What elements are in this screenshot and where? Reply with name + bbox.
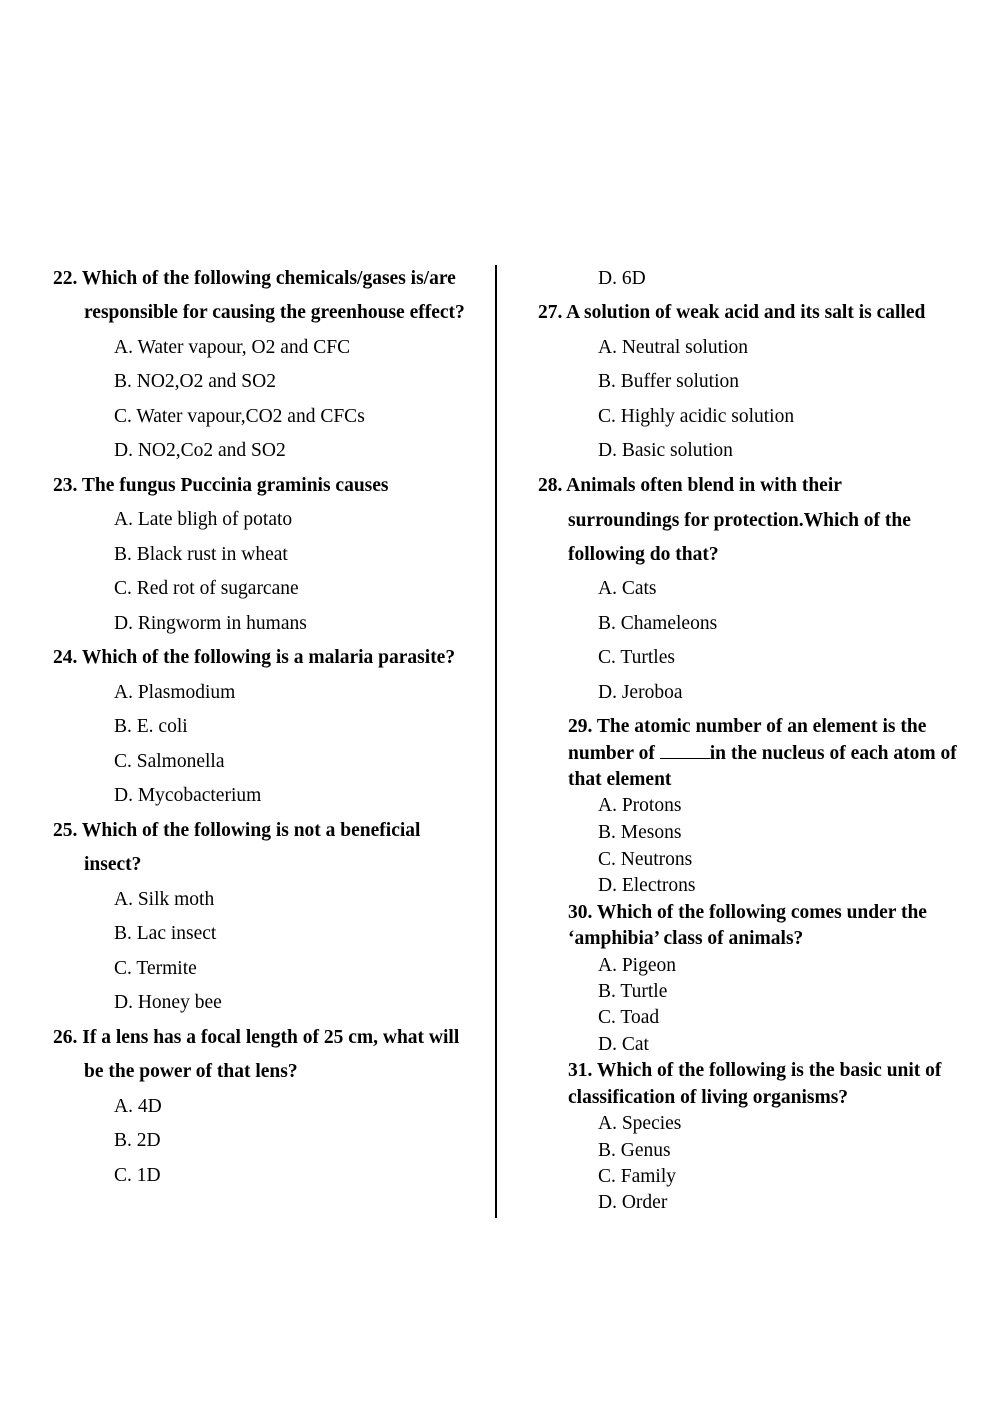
fill-in-blank (660, 743, 710, 759)
option-a: A. 4D (114, 1096, 162, 1117)
question-text (568, 743, 957, 765)
option-b: B. NO2,O2 and SO2 (114, 371, 276, 392)
option-b: B. Lac insect (114, 923, 217, 944)
question-text: 23. The fungus Puccinia graminis causes (53, 475, 389, 496)
option-a: A. Silk moth (114, 889, 215, 910)
option-b: B. Mesons (598, 822, 682, 843)
question-text-part: in the nucleus of each atom of (709, 743, 957, 764)
option-a: A. Species (598, 1113, 682, 1134)
question-text: be the power of that lens? (84, 1061, 298, 1082)
option-d: D. Cat (598, 1034, 649, 1055)
option-c: C. Turtles (598, 647, 675, 668)
question-text: 27. A solution of weak acid and its salt is called (538, 302, 926, 323)
option-d: D. Mycobacterium (114, 785, 262, 806)
option-a: A. Late bligh of potato (114, 509, 293, 530)
option-a: A. Protons (598, 795, 682, 816)
option-d: D. NO2,Co2 and SO2 (114, 440, 286, 461)
question-text: 29. The atomic number of an element is the (568, 716, 927, 737)
question-text: 24. Which of the following is a malaria parasite? (53, 647, 456, 668)
option-c: C. Highly acidic solution (598, 406, 795, 427)
option-d: D. Jeroboa (598, 682, 683, 703)
option-a: A. Plasmodium (114, 682, 236, 703)
option-b: B. Genus (598, 1140, 671, 1161)
question-text: 30. Which of the following comes under the (568, 902, 927, 923)
option-b: B. E. coli (114, 716, 188, 737)
option-a: A. Water vapour, O2 and CFC (114, 337, 351, 358)
option-c: C. Toad (598, 1007, 660, 1028)
question-text: surroundings for protection.Which of the (568, 510, 911, 531)
question-text: 31. Which of the following is the basic unit of (568, 1060, 942, 1081)
option-d: D. Honey bee (114, 992, 222, 1013)
option-c: C. 1D (114, 1165, 161, 1186)
option-c: C. Salmonella (114, 751, 225, 772)
question-text: that element (568, 769, 672, 790)
option-c: C. Red rot of sugarcane (114, 578, 299, 599)
option-d: D. Order (598, 1192, 668, 1213)
question-text: 22. Which of the following chemicals/gases is/are (53, 268, 456, 289)
option-c: C. Neutrons (598, 849, 693, 870)
question-text: responsible for causing the greenhouse effect? (84, 302, 465, 323)
option-b: B. 2D (114, 1130, 161, 1151)
option-b: B. Chameleons (598, 613, 718, 634)
question-text: following do that? (568, 544, 719, 565)
option-d: D. Electrons (598, 875, 696, 896)
question-text-part: number of (568, 743, 660, 764)
option-b: B. Turtle (598, 981, 668, 1002)
question-text: ‘amphibia’ class of animals? (568, 928, 804, 949)
option-a: A. Neutral solution (598, 337, 749, 358)
option-c: C. Termite (114, 958, 197, 979)
column-divider (495, 265, 497, 1218)
option-a: A. Pigeon (598, 955, 676, 976)
option-b: B. Buffer solution (598, 371, 740, 392)
question-text: 25. Which of the following is not a beneficial (53, 820, 421, 841)
question-text: classification of living organisms? (568, 1087, 849, 1108)
option-a: A. Cats (598, 578, 657, 599)
option-d: D. Basic solution (598, 440, 733, 461)
option-d: D. 6D (598, 268, 646, 289)
option-c: C. Water vapour,CO2 and CFCs (114, 406, 365, 427)
question-text: insect? (84, 854, 142, 875)
option-c: C. Family (598, 1166, 677, 1187)
option-b: B. Black rust in wheat (114, 544, 288, 565)
question-text: 26. If a lens has a focal length of 25 cm, what will (53, 1027, 460, 1048)
question-text: 28. Animals often blend in with their (538, 475, 842, 496)
option-d: D. Ringworm in humans (114, 613, 307, 634)
